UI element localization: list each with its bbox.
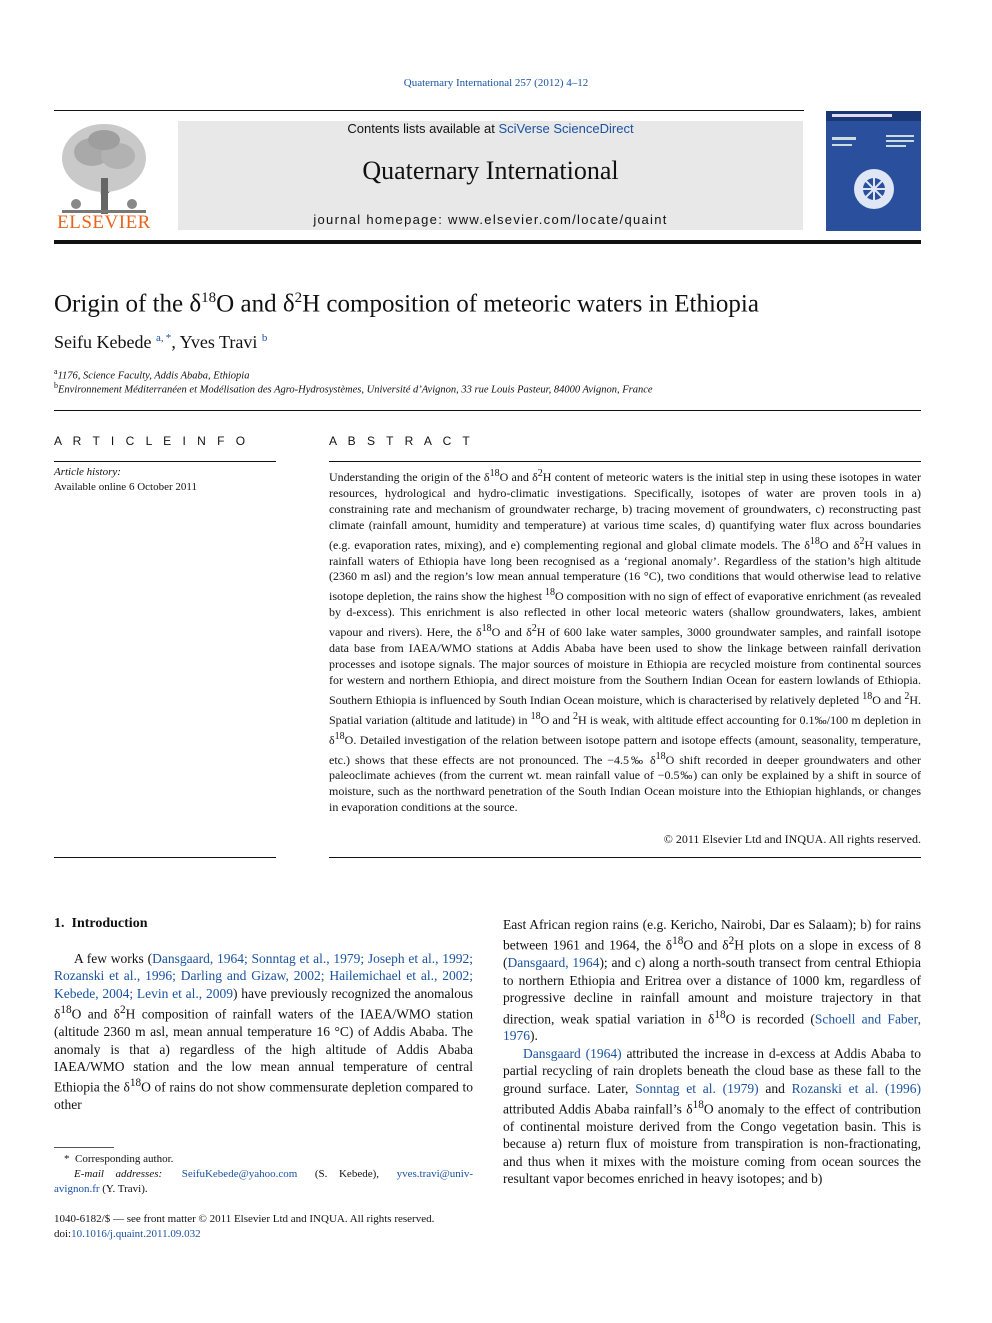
journal-cover-icon [826,111,921,231]
footnote-emails [54,1167,473,1197]
author-list: Seifu Kebede $^{a, *}$, Yves Travi $^b$ [54,332,268,352]
contents-prefix: Contents lists available at [347,121,499,136]
article-info-bottom-rule [54,857,276,858]
front-matter-notice [54,1212,434,1242]
footnote-rule [54,1147,114,1148]
intro-paragraph-1: A few works (Dansgaard, 1964; Sonntag et al., 1979; Joseph et al., 1992; Rozanski et al., 1996; Darling and Gizaw, 2002; Hailemichael et al., 2002; Kebede, 2004; Levin et al., 2009) have previously recognized the anomalous $\delta^{18}O$ and $\delta^2H$ composition of rainfall waters of the IAEA/WMO station (altitude 2360 m asl, mean annual temperature 16 °C) of Addis Ababa. The anomaly is that a) regardless of the high altitude of Addis Ababa IAEA/WMO station and the low mean annual temperature of central Ethiopia the $\delta^{18}O$ of rains do not show commensurate depletion compared to other [54,951,473,1113]
abstract-text: Understanding the origin of the $\delta^{18}O$ and $\delta^2H$ content of meteoric waters is the initial step in using these isotopes in water resources, hydrological and hydro-climatic investigations. Specifically, isotopes of water are proven tools in a) constraining rate and mechanism of groundwater recharge, b) tracing movement of groundwaters, c) reconstructing past climate (rainfall amount, humidity and temperature) at various time scales, d) quantifying water flux across boundaries (e.g. evaporation rates, mixing), and e) complementing regional and global climate models. The $\delta^{18}O$ and $\delta^2H$ values in rainfall waters of Ethiopia have long been recognised as a ‘regional anomaly’. Regardless of the station’s high altitude (2360 m asl) and the region’s low mean annual temperature (16 °C), two conditions that would otherwise lead to relative isotope depletion, the rains show the highest $^{18}$O composition with no sign of effect of evaporative enrichment (as revealed by d-excess). This enrichment is also reflected in other local meteoric waters (shallow groundwaters, lakes, ambient vapour and rivers). Here, the $\delta^{18}O$ and $\delta^2H$ of 600 lake water samples, 3000 groundwater samples, and rainfall isotope data base from IAEA/WMO stations at Addis Ababa have been used to show the linkage between rainfall derivation processes and isotope signals. The major sources of moisture in Ethiopia are recycled moisture from continental sources for western and northern Ethiopia, and direct moisture from the Southern Indian Ocean for eastern lowlands of Ethiopia. Southern Ethiopia is influenced by South Indian Ocean moisture, which is characterised by relatively depleted $^{18}$O and $^2$H. Spatial variation (altitude and latitude) in $^{18}$O and $^2$H is weak, with altitude effect accounting for 0.1‰/100 m depletion in $\delta^{18}O$. Detailed investigation of the relation between isotope pattern and isotope effects (amount, seasonality, temperature, etc.) shows that these effects are not pronounced. The −4.5‰ $\delta^{18}O$ shift recorded in deeper groundwaters and other paleoclimate achieves (from the current wt. mean rainfall value of −0.5‰) can only be explained by a shift in source of moisture, such as the northward penetration of the South Indian Ocean moisture into the Ethiopian highlands, or changes in evaporation conditions at the source. [329,468,921,815]
email-travi-owner: (Y. Travi). [102,1183,148,1195]
email-label: E-mail addresses: [74,1168,163,1180]
email-kebede-owner: (S. Kebede), [314,1168,379,1180]
affiliation-rule [54,410,921,411]
introduction-heading [54,916,147,932]
article-history-value: Available online 6 October 2011 [54,481,197,493]
sciencedirect-link[interactable]: SciVerse ScienceDirect [498,121,634,136]
affiliation-a-mark: a [54,367,58,376]
footnote-star: * [64,1153,75,1165]
issn-line: 1040-6182/$ — see front matter © 2011 Elsevier Ltd and INQUA. All rights reserved. [54,1213,435,1225]
intro-left-column [54,950,473,1114]
affiliation-b-mark: b [54,381,58,390]
journal-cover-image [826,111,921,231]
author-kebede[interactable]: Seifu Kebede [54,332,152,352]
abstract-copyright: © 2011 Elsevier Ltd and INQUA. All rights reserved. [663,832,921,846]
doi-prefix: doi: [54,1228,72,1240]
title-sup2: 2 [294,290,303,306]
author2-marks[interactable]: b [261,332,268,344]
author1-marks[interactable]: a, * [155,332,172,344]
affiliation-a [54,367,249,382]
title-part1: Origin of the δ [54,290,202,318]
affiliation-b-text: Environnement Méditerranéen et Modélisation des Agro-Hydrosystèmes, Université d’Avignon, 33 rue Louis Pasteur, 84000 Avignon, France [58,384,653,396]
title-part2: O and δ [216,290,295,318]
contents-line [178,121,803,136]
article-history-label: Article history: [54,466,121,478]
title-sup1: 18 [201,290,217,306]
intro-paragraph-1-continued: East African region rains (e.g. Kericho, Nairobi, Dar es Salaam); b) for rains between 1961 and 1964, the $\delta^{18}O$ and $\delta^2H$ plots on a slope in excess of 8 (Dansgaard, 1964); and c) along a north-south transect from central Ethiopia to northern Ethiopia and Eritrea over a distance of 1000 km, regardless of progressive decline in rainfall amount and moisture trajectory in that direction, weak spatial variation in $\delta^{18}O$ is recorded (Schoell and Faber, 1976). [503,917,922,1044]
abstract-bottom-rule [329,857,921,858]
article-title [54,290,759,318]
elsevier-wordmark: ELSEVIER [57,212,151,233]
article-info-heading: A R T I C L E I N F O [54,434,250,448]
abstract-rule [329,461,921,462]
article-info-rule [54,461,276,462]
doi-line [54,1227,434,1242]
intro-heading-number: 1. [54,916,65,931]
title-part3: H composition of meteoric waters in Ethiopia [302,290,759,318]
footnote-corresponding-text: Corresponding author. [75,1153,174,1165]
header-top-rule [54,110,804,111]
affiliation-a-text: 1176, Science Faculty, Addis Ababa, Ethiopia [57,370,250,382]
intro-right-column [503,916,921,1188]
header-thick-rule [54,240,921,244]
footnote-corresponding [64,1152,173,1167]
email-kebede[interactable]: SeifuKebede@yahoo.com [181,1168,298,1180]
journal-homepage[interactable]: journal homepage: www.elsevier.com/locate/quaint [313,212,668,227]
intro-heading-text: Introduction [71,916,148,931]
abstract-heading: A B S T R A C T [329,434,474,448]
affiliation-b [54,381,653,396]
journal-citation[interactable]: Quaternary International 257 (2012) 4–12 [403,77,589,89]
intro-paragraph-2: Dansgaard (1964) attributed the increase in d-excess at Addis Ababa to partial recycling of rain droplets beneath the cloud base as these fall to the ground surface. Later, Sonntag et al. (1979) and Rozanski et al. (1996) attributed Addis Ababa rainfall’s $\delta^{18}O$ anomaly to the effect of contribution of continental moisture derived from the Congo vegetation basin. This is because a) return flux of moisture from transpiration is non-fractionating, and thus when it mixes with the moisture coming from ocean sources the resultant vapor becomes enriched in heavy isotopes; and b) [503,1045,921,1187]
author-travi[interactable]: Yves Travi [179,332,258,352]
doi-link[interactable]: 10.1016/j.quaint.2011.09.032 [71,1228,201,1240]
journal-name: Quaternary International [362,156,619,185]
email-travi[interactable]: yves.travi@univ-avignon.fr [54,1168,474,1195]
